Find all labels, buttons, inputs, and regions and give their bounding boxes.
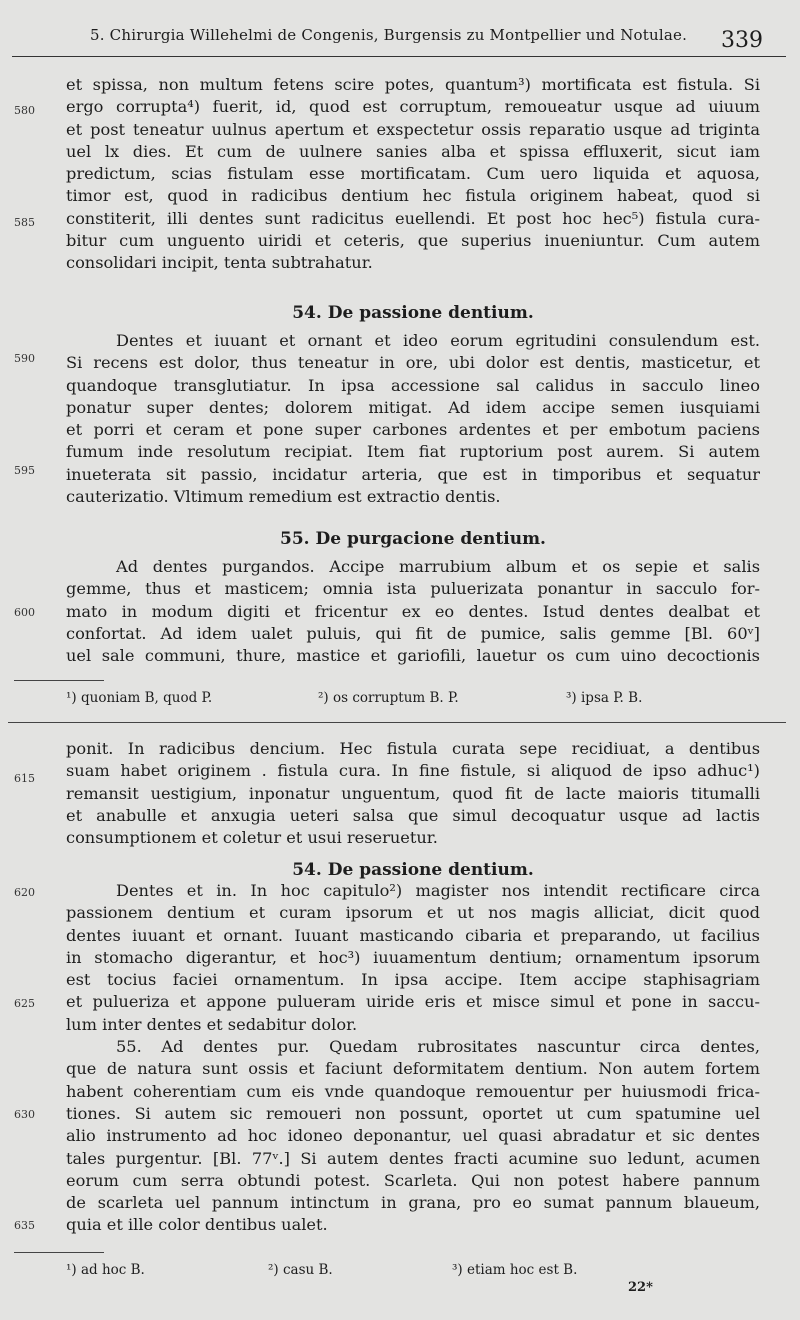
text-line: ergo corrupta⁴) fuerit, id, quod est corruptum, remoueatur usque ad uiuum (66, 97, 760, 117)
text-line: predictum, scias fistulam esse mortificatam. Cum uero liquida et aquosa, (66, 164, 760, 184)
text-line: habent coherentiam cum eis vnde quandoque remouentur per huiusmodi frica- (66, 1081, 760, 1101)
text-line: mato in modum digiti et fricentur ex eo dentes. Istud dentes dealbat et (66, 601, 760, 621)
text-line: lum inter dentes et sedabitur dolor. (66, 1014, 358, 1034)
footnote-1 (66, 1262, 145, 1278)
text-line: cauterizatio. Vltimum remedium est extractio dentis. (66, 487, 501, 507)
text-line: constiterit, illi dentes sunt radicitus euellendi. Et post hoc hec⁵) fistula cura- (66, 208, 760, 228)
text-block-3 (66, 556, 760, 667)
section-heading-55 (66, 524, 760, 554)
signature-mark: 22* (628, 1280, 653, 1295)
text-line: de scarleta uel pannum intinctum in grana, pro eo sumat pannum blaueum, (66, 1193, 760, 1213)
line-number: 585 (14, 216, 35, 229)
text-line: Dentes et in. In hoc capitulo²) magister nos intendit rectificare circa (116, 881, 760, 900)
line-number: 615 (14, 772, 35, 785)
text-line: inueterata sit passio, incidatur arteria, que est in timporibus et sequatur (66, 464, 760, 484)
text-block-4 (66, 738, 760, 849)
text-line: confortat. Ad idem ualet puluis, qui fit de pumice, salis gemme [Bl. 60ᵛ] (66, 623, 760, 643)
footnote-3 (566, 690, 642, 706)
text-line: tiones. Si autem sic remoueri non possunt, oportet ut cum spatumine uel (66, 1103, 760, 1123)
text-line: Dentes et iuuant et ornant et ideo eorum egritudini consulendum est. (116, 331, 760, 350)
text-line: consumptionem et coletur et usui reseruetur. (66, 828, 438, 848)
text-line: bitur cum unguento uiridi et ceteris, que superius inueniuntur. Cum autem (66, 231, 760, 251)
text-line: et post teneatur uulnus apertum et exspectetur ossis reparatio usque ad triginta (66, 119, 760, 139)
text-block-2 (66, 330, 760, 508)
section-heading-54 (66, 298, 760, 328)
line-number: 620 (14, 886, 35, 899)
footnote-text: os corruptum B. P. (332, 690, 459, 706)
heading-text: 55. De purgacione dentium. (280, 529, 546, 549)
footnote-text: casu B. (282, 1262, 333, 1278)
text-line: tales purgentur. [Bl. 77ᵛ.] Si autem dentes fracti acumine suo ledunt, acumen (66, 1148, 760, 1168)
footnote-text: ipsa P. B. (580, 690, 643, 706)
heading-text: 54. De passione dentium. (292, 860, 534, 880)
line-number: 590 (14, 352, 35, 365)
running-head: 5. Chirurgia Willehelmi de Congenis, Burgensis zu Montpellier und Notulae. (90, 26, 688, 44)
text-line: fumum inde resolutum recipiat. Item fiat ruptorium post aurem. Si autem (66, 442, 760, 462)
text-line: ponatur super dentes; dolorem mitigat. Ad idem accipe semen iusquiami (66, 397, 760, 417)
text-line: Ad dentes purgandos. Accipe marrubium album et os sepie et salis (116, 557, 760, 576)
footnote-1 (66, 690, 212, 706)
text-line: que de natura sunt ossis et faciunt deformitatem dentium. Non autem fortem (66, 1059, 760, 1079)
footnote-3 (452, 1262, 577, 1278)
line-number: 580 (14, 104, 35, 117)
header-rule (12, 56, 786, 57)
heading-text: 54. De passione dentium. (292, 303, 534, 323)
footnote-text: etiam hoc est B. (466, 1262, 578, 1278)
text-line: in stomacho digerantur, et hoc³) iuuamentum dentium; ornamentum ipsorum (66, 947, 760, 967)
line-number: 635 (14, 1219, 35, 1232)
footnote-mark: ²) (318, 690, 329, 706)
text-block-1 (66, 74, 760, 275)
text-line: et spissa, non multum fetens scire potes, quantum³) mortificata est fistula. Si (66, 75, 760, 94)
text-line: eorum cum serra obtundi potest. Scarleta. Qui non potest habere pannum (66, 1170, 760, 1190)
line-number: 630 (14, 1108, 35, 1121)
text-line: quia et ille color dentibus ualet. (66, 1215, 328, 1235)
footnote-mark: ¹) (66, 690, 77, 706)
footnote-mark: ³) (452, 1262, 463, 1278)
text-line: alio instrumento ad hoc idoneo deponantur, uel quasi abradatur et sic dentes (66, 1126, 760, 1146)
line-number: 595 (14, 464, 35, 477)
line-number: 600 (14, 606, 35, 619)
footnote-rule (14, 1252, 104, 1253)
text-line: 55. Ad dentes pur. Quedam rubrositates nascuntur circa dentes, (116, 1037, 760, 1057)
text-line: gemme, thus et masticem; omnia ista puluerizata ponantur in sacculo for- (66, 579, 760, 599)
footnote-mark: ²) (268, 1262, 279, 1278)
text-line: uel sale communi, thure, mastice et gariofili, lauetur os cum uino decoctionis (66, 646, 760, 666)
text-line: consolidari incipit, tenta subtrahatur. (66, 253, 373, 273)
footnote-mark: ³) (566, 690, 577, 706)
footnote-2 (318, 690, 459, 706)
text-line: est tocius faciei ornamentum. In ipsa accipe. Item accipe staphisagriam (66, 970, 760, 990)
text-line: passionem dentium et curam ipsorum et ut nos magis alliciat, dicit quod (66, 903, 760, 923)
line-number: 625 (14, 997, 35, 1010)
text-line: dentes iuuant et ornant. Iuuant masticando cibaria et preparando, ut facilius (66, 925, 760, 945)
text-line: Si recens est dolor, thus teneatur in ore, ubi dolor est dentis, masticetur, et (66, 353, 760, 373)
footnote-2 (268, 1262, 333, 1278)
text-line: quandoque transglutiatur. In ipsa accessione sal calidus in sacculo lineo (66, 375, 760, 395)
text-line: timor est, quod in radicibus dentium hec fistula originem habeat, quod si (66, 186, 760, 206)
text-line: ponit. In radicibus dencium. Hec fistula curata sepe recidiuat, a dentibus (66, 739, 760, 758)
page-number: 339 (721, 28, 763, 53)
text-line: et anabulle et anxugia ueteri salsa que simul decoquatur usque ad lactis (66, 805, 760, 825)
text-line: uel lx dies. Et cum de uulnere sanies alba et spissa effluxerit, sicut iam (66, 141, 760, 161)
text-line: et pulueriza et appone pulueram uiride eris et misce simul et pone in saccu- (66, 992, 760, 1012)
text-block-5 (66, 880, 760, 1237)
footnote-mark: ¹) (66, 1262, 77, 1278)
footnote-text: quoniam B, quod P. (80, 690, 213, 706)
footnote-text: ad hoc B. (80, 1262, 145, 1278)
text-line: remansit uestigium, inponatur unguentum, quod fit de lacte maioris titumalli (66, 783, 760, 803)
section-heading-54-notulae (66, 854, 760, 882)
text-line: et porri et ceram et pone super carbones ardentes et per embotum paciens (66, 420, 760, 440)
text-line: suam habet originem . fistula cura. In fine fistule, si aliquod de ipso adhuc¹) (66, 761, 760, 781)
section-divider (8, 722, 786, 723)
footnote-rule (14, 680, 104, 681)
